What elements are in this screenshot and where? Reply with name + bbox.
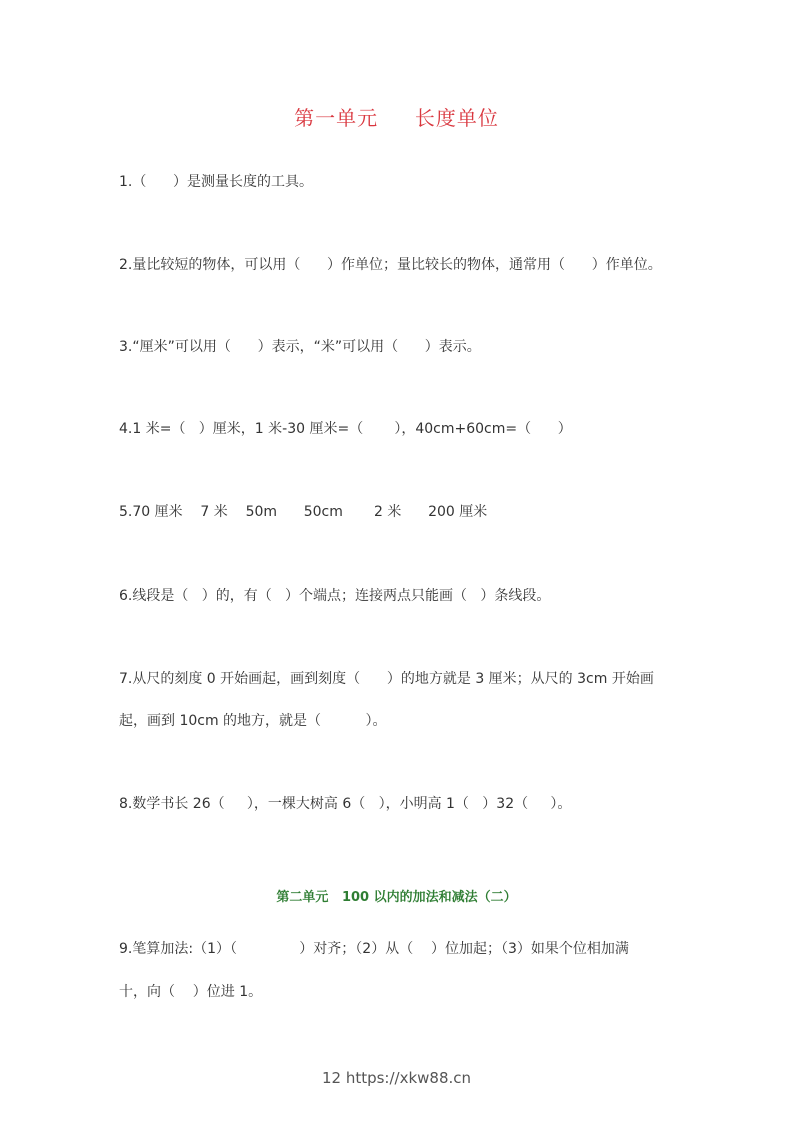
unit-title: 第一单元 长度单位	[294, 106, 499, 130]
question-2: 2.量比较短的物体，可以用（ ）作单位；量比较长的物体，通常用（ ）作单位。	[119, 257, 662, 273]
question-8: 8.数学书长 26（ ），一棵大树高 6（ ），小明高 1（ ）32（ ）。	[119, 796, 572, 812]
question-3: 3.“厘米”可以用（ ）表示，“米”可以用（ ）表示。	[119, 339, 481, 355]
question-6: 6.线段是（ ）的，有（ ）个端点；连接两点只能画（ ）条线段。	[119, 588, 551, 604]
question-9-line-2: 十，向（ ）位进 1。	[119, 984, 263, 1000]
question-9-line-1: 9.笔算加法:（1）（ ）对齐；（2）从（ ）位加起；（3）如果个位相加满	[119, 941, 629, 957]
question-4: 4.1 米=（ ）厘米，1 米-30 厘米=（ ），40cm+60cm=（ ）	[119, 421, 572, 437]
section-2-heading: 第二单元 100 以内的加法和减法（二）	[276, 890, 517, 905]
page-footer: 12 https://xkw88.cn	[321, 1069, 472, 1087]
question-5: 5.70 厘米 7 米 50m 50cm 2 米 200 厘米	[119, 504, 488, 520]
question-7-line-1: 7.从尺的刻度 0 开始画起，画到刻度（ ）的地方就是 3 厘米；从尺的 3cm 开始画	[119, 671, 654, 687]
question-7-line-2: 起，画到 10cm 的地方，就是（ ）。	[119, 713, 387, 729]
question-1: 1.（ ）是测量长度的工具。	[119, 174, 314, 190]
